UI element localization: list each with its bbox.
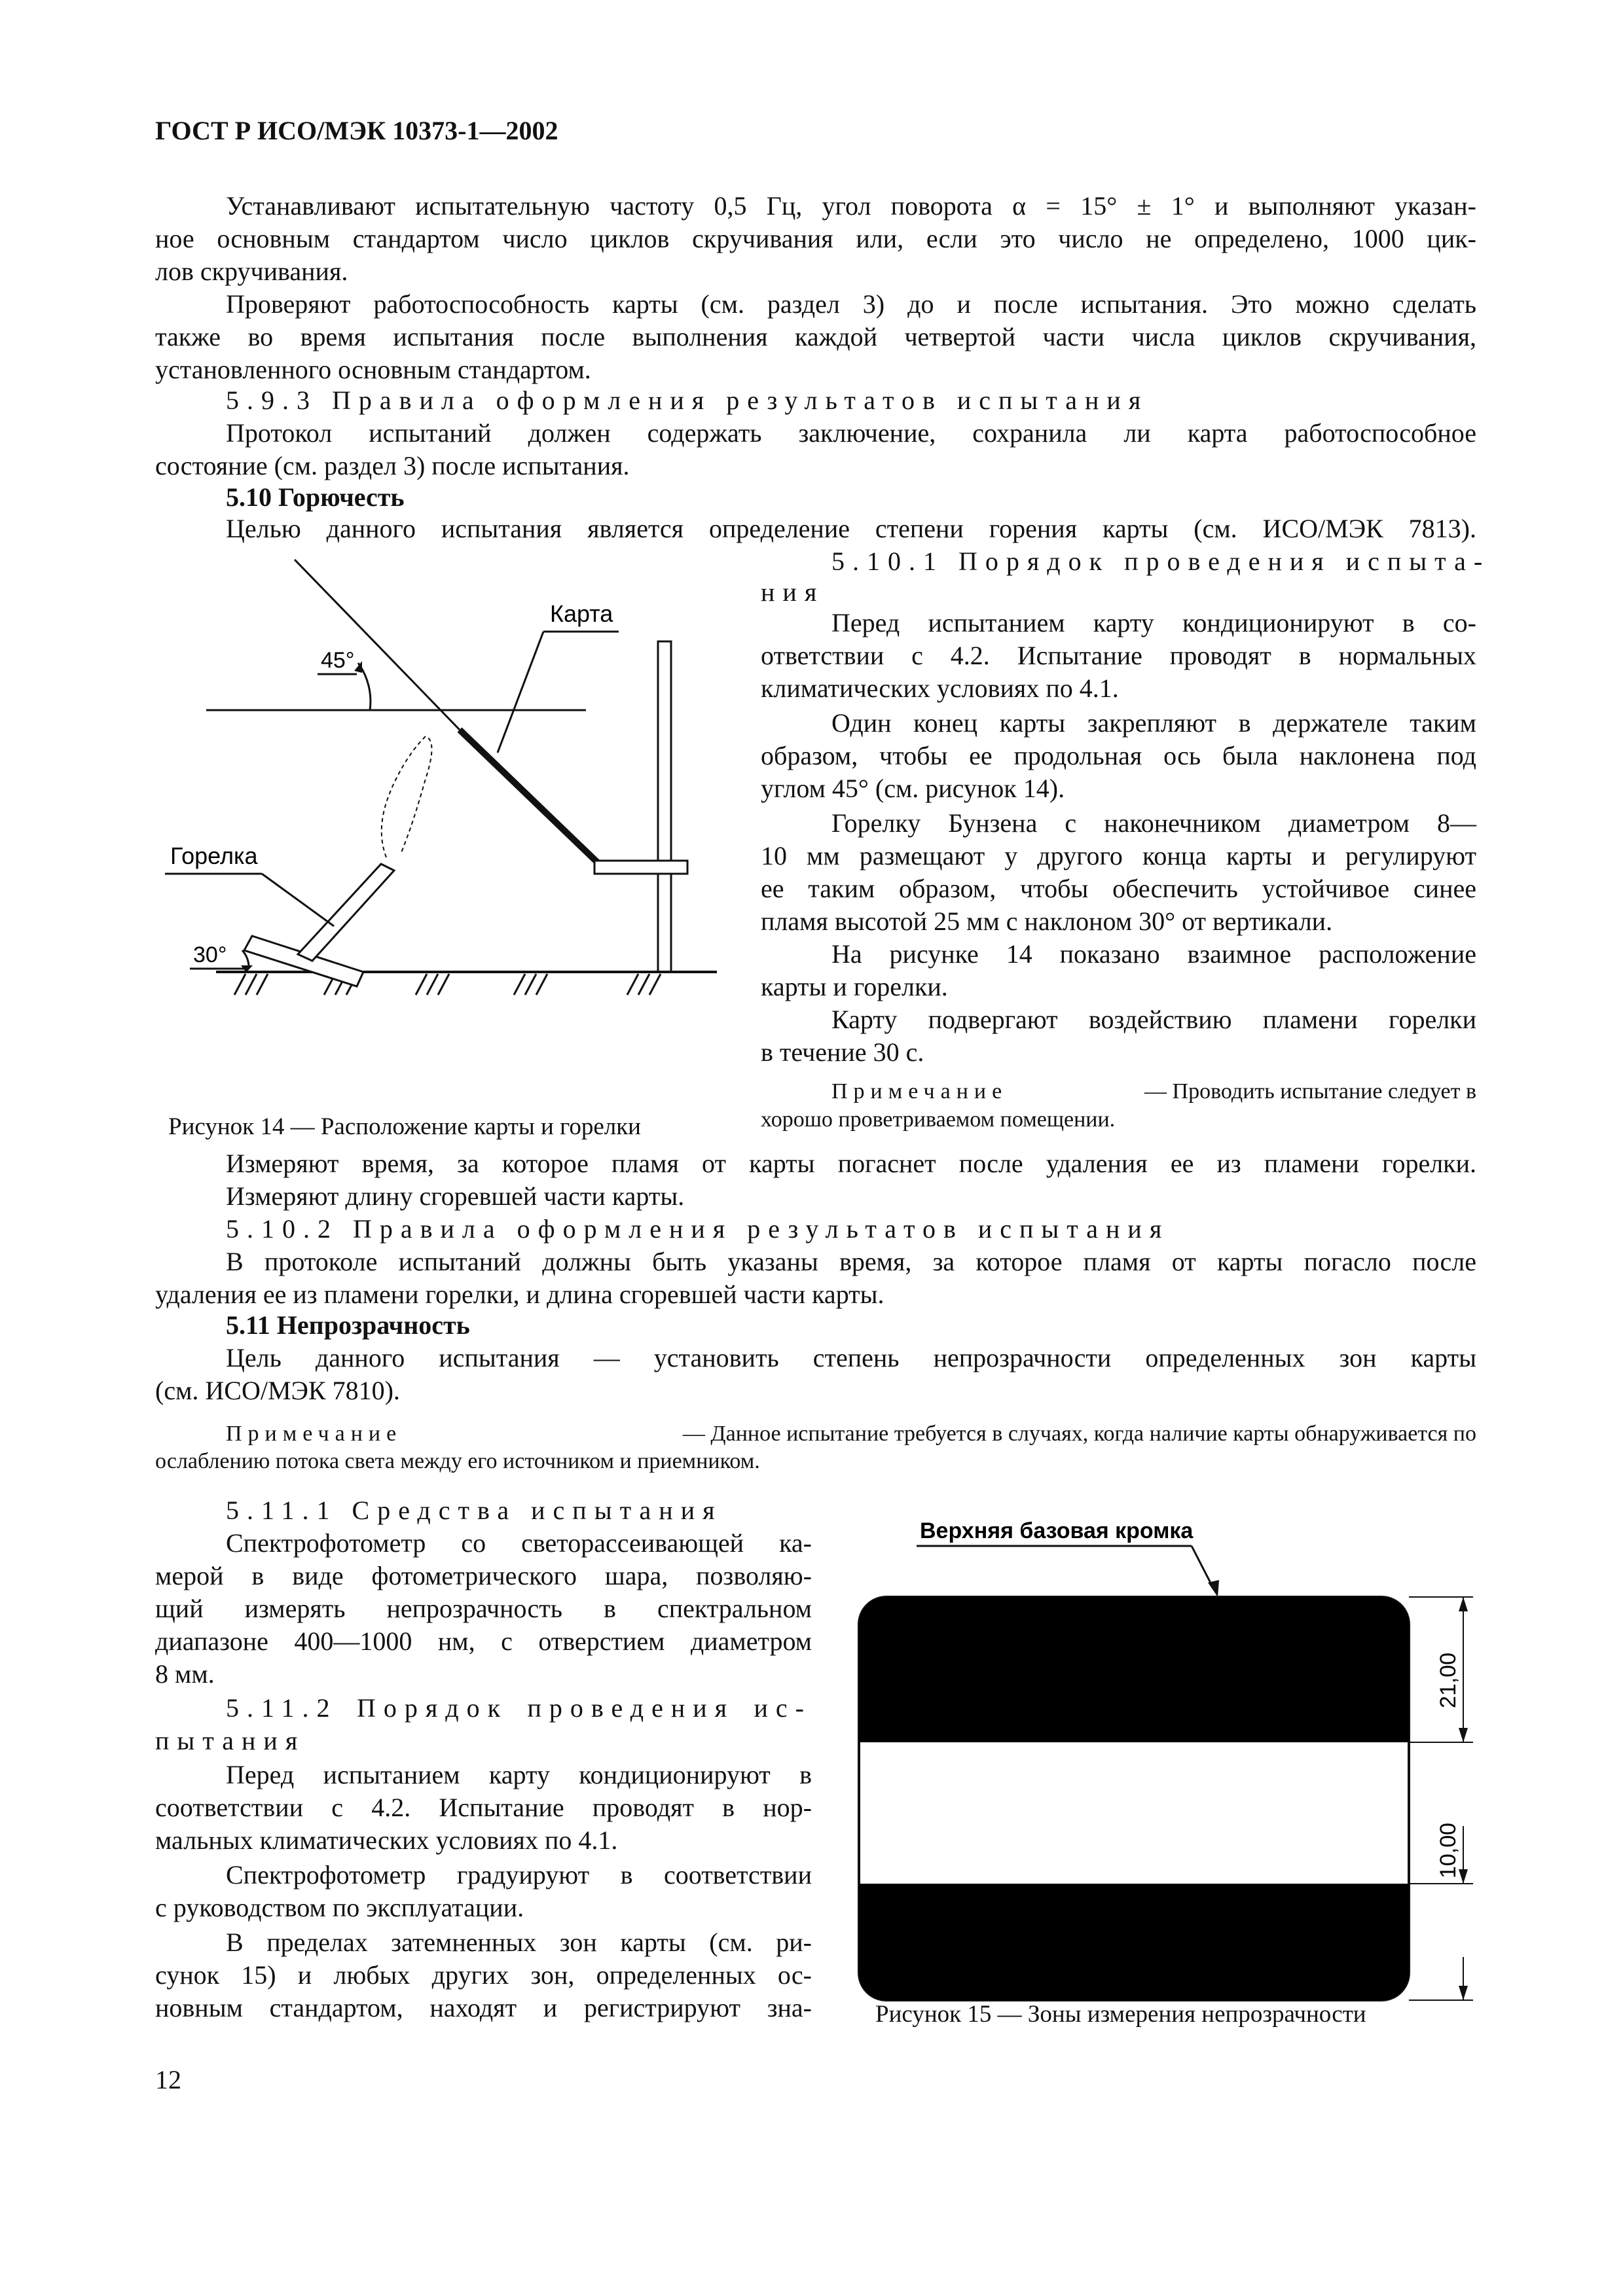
label-burner: Горелка	[170, 842, 258, 869]
note-text: — Данное испытание требуется в случаях, когда наличие карты обнаруживается по	[682, 1422, 1476, 1446]
paragraph-line: в течение 30 с.	[761, 1037, 924, 1067]
note-1-line	[831, 1078, 1476, 1105]
arrowhead-icon	[354, 661, 362, 673]
paragraph-line: Спектрофотометр со светорассеивающей ка-	[226, 1528, 812, 1558]
section-heading-5-10-1: 5.10.1 Порядок проведения испыта-	[831, 547, 1491, 576]
label-45: 45°	[321, 648, 355, 673]
section-heading-5-10-2: 5.10.2 Правила оформления результатов испытания	[226, 1214, 1170, 1244]
ground-hatching	[234, 974, 661, 995]
paragraph-line: сунок 15) и любых других зон, определенных ос-	[155, 1960, 812, 1990]
paragraph-line: Измеряют время, за которое пламя от карты погаснет после удаления ее из пламени горелки.	[226, 1149, 1476, 1178]
paragraph-line: Перед испытанием карту кондиционируют в	[226, 1760, 812, 1789]
figure-14-caption: Рисунок 14 — Расположение карты и горелки	[168, 1113, 641, 1140]
paragraph-line: Перед испытанием карту кондиционируют в со-	[831, 608, 1476, 637]
arrowhead-icon	[1459, 1986, 1468, 2000]
paragraph-line: образом, чтобы ее продольная ось была наклонена под	[761, 741, 1476, 770]
paragraph-line: Карту подвергают воздействию пламени горелки	[831, 1005, 1476, 1034]
paragraph-line: мерой в виде фотометрического шара, позволяю-	[155, 1561, 812, 1590]
section-heading-5-11: 5.11 Непрозрачность	[226, 1310, 470, 1340]
section-heading-5-11-1: 5.11.1 Средства испытания	[226, 1496, 723, 1525]
paragraph-line: лов скручивания.	[155, 257, 348, 286]
card-axis-line	[295, 560, 460, 730]
page-number: 12	[155, 2065, 181, 2094]
section-heading-5-10-1-cont: ния	[761, 577, 825, 607]
paragraph-line: Цель данного испытания — установить степень непрозрачности определенных зон карты	[226, 1343, 1476, 1372]
note-2-line-2: ослаблению потока света между его источником и приемником.	[155, 1449, 760, 1473]
paragraph-line: щий измерять непрозрачность в спектральном	[155, 1594, 812, 1623]
opacity-zone-bottom	[859, 1884, 1409, 2000]
section-heading-5-9-3: 5.9.3 Правила оформления результатов испытания	[226, 386, 1149, 415]
label-card: Карта	[550, 600, 613, 627]
paragraph-line: мальных климатических условиях по 4.1.	[155, 1825, 618, 1855]
flame-outline	[382, 736, 432, 857]
paragraph-line: климатических условиях по 4.1.	[761, 673, 1119, 703]
paragraph-line: 8 мм.	[155, 1659, 215, 1689]
arrowhead-icon	[1459, 1597, 1468, 1611]
paragraph-line: ное основным стандартом число циклов скручивания или, если это число не определено, 1000 цик-	[155, 224, 1476, 253]
figure-15-diagram	[845, 1505, 1486, 2016]
paragraph-line: Проверяют работоспособность карты (см. раздел 3) до и после испытания. Это можно сделать	[226, 289, 1476, 319]
opacity-zone-top	[859, 1597, 1409, 1742]
paragraph-line: новным стандартом, находят и регистрируют зна-	[155, 1993, 812, 2022]
paragraph-line: соответствии с 4.2. Испытание проводят в нор-	[155, 1793, 812, 1822]
paragraph-line: Один конец карты закрепляют в держателе таким	[831, 708, 1476, 738]
label-burner-leader	[262, 874, 334, 926]
paragraph-line: карты и горелки.	[761, 972, 948, 1001]
paragraph-line: пламя высотой 25 мм с наклоном 30° от вертикали.	[761, 906, 1333, 936]
burner-tube	[298, 864, 394, 961]
paragraph-line: (см. ИСО/МЭК 7810).	[155, 1376, 400, 1405]
figure-15-caption: Рисунок 15 — Зоны измерения непрозрачности	[875, 2001, 1366, 2028]
note-text: — Проводить испытание следует в	[1144, 1079, 1476, 1103]
note-label: Примечание	[226, 1422, 403, 1446]
paragraph-line: удаления ее из пламени горелки, и длина сгоревшей части карты.	[155, 1280, 884, 1309]
card-shape	[460, 730, 599, 864]
holder-post	[658, 641, 671, 972]
figure-14-diagram	[157, 550, 740, 1113]
label-30: 30°	[193, 942, 227, 967]
note-label: Примечание	[831, 1079, 1008, 1103]
paragraph-line: состояние (см. раздел 3) после испытания.	[155, 451, 630, 480]
burner-base	[244, 936, 363, 986]
section-heading-5-10: 5.10 Горючесть	[226, 482, 405, 512]
holder-clamp	[594, 861, 687, 874]
section-heading-5-11-2: 5.11.2 Порядок проведения ис-	[226, 1693, 812, 1723]
paragraph-line: 10 мм размещают у другого конца карты и регулируют	[761, 841, 1476, 870]
paragraph-line: Протокол испытаний должен содержать заключение, сохранила ли карта работоспособное	[226, 418, 1476, 448]
paragraph-line: с руководством по эксплуатации.	[155, 1893, 524, 1922]
paragraph-line: Измеряют длину сгоревшей части карты.	[226, 1181, 685, 1211]
paragraph-line: В протоколе испытаний должны быть указаны время, за которое пламя от карты погасло после	[226, 1247, 1476, 1276]
note-1-line-2: хорошо проветриваемом помещении.	[761, 1107, 1116, 1132]
paragraph-line: диапазоне 400—1000 нм, с отверстием диаметром	[155, 1626, 812, 1656]
note-2-line	[226, 1420, 1476, 1448]
paragraph-line: На рисунке 14 показано взаимное расположение	[831, 939, 1476, 969]
dimension-label-top: 21,00	[1436, 1652, 1461, 1708]
document-header: ГОСТ Р ИСО/МЭК 10373-1—2002	[155, 116, 558, 145]
label-card-leader	[498, 632, 543, 753]
arrowhead-icon	[1459, 1728, 1468, 1742]
paragraph-line: ответствии с 4.2. Испытание проводят в нормальных	[761, 641, 1476, 670]
paragraph-line: В пределах затемненных зон карты (см. ри-	[226, 1928, 812, 1957]
paragraph-line: Горелку Бунзена с наконечником диаметром 8—	[831, 808, 1476, 838]
paragraph-line: углом 45° (см. рисунок 14).	[761, 774, 1065, 803]
label-upper-edge: Верхняя базовая кромка	[920, 1518, 1194, 1543]
dimension-label-bottom: 10,00	[1436, 1822, 1461, 1878]
paragraph-line: Целью данного испытания является определение степени горения карты (см. ИСО/МЭК 7813).	[226, 514, 1476, 543]
section-heading-5-11-2-cont: пытания	[155, 1726, 306, 1755]
paragraph-line: также во время испытания после выполнения каждой четвертой части числа циклов скручивания,	[155, 322, 1476, 351]
paragraph-line: установленного основным стандартом.	[155, 355, 591, 384]
paragraph-line: ее таким образом, чтобы обеспечить устойчивое синее	[761, 874, 1476, 903]
arrowhead-icon	[1208, 1580, 1219, 1597]
paragraph-line: Устанавливают испытательную частоту 0,5 Гц, угол поворота α = 15° ± 1° и выполняют указан-	[226, 191, 1476, 221]
paragraph-line: Спектрофотометр градуируют в соответствии	[226, 1860, 812, 1890]
